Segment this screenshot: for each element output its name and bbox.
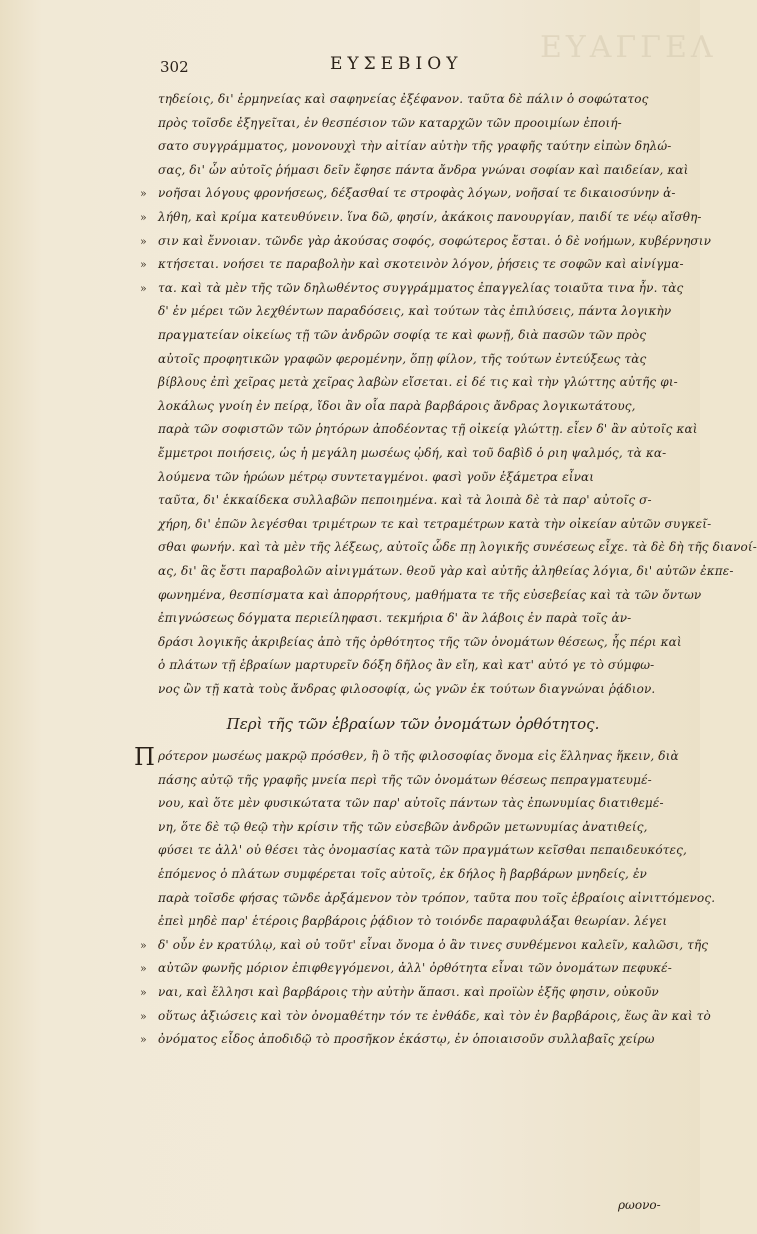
quote-mark: » [140,986,147,999]
text-line: σας, δι' ὧν αὐτοῖς ῥήμασι δεῖν ἔφησε πάντα ἄνδρα γνώναι σοφίαν καὶ παιδείαν, καὶ [158,162,689,177]
text-line: δράσι λογικῆς ἀκριβείας ἀπὸ τῆς ὀρθότητος τῆς τῶν ὀνομάτων θέσεως, ἧς πέρι καὶ [158,634,682,649]
text-line: παρὰ τῶν σοφιστῶν τῶν ῥητόρων ἀποδέοντας τῇ οἰκείᾳ γλώττῃ. εἶεν δ' ἂν αὐτοῖς καὶ [158,422,698,437]
text-line: ρότερον μωσέως μακρῷ πρόσθεν, ἢ ὃ τῆς φιλοσοφίας ὄνομα εἰς ἕλληνας ἥκειν, διὰ [158,749,679,763]
quote-mark: » [140,187,147,201]
running-head: ΕΥΣΕΒΙΟΥ [330,54,463,74]
text-line: αὐτῶν φωνῆς μόριον ἐπιφθεγγόμενοι, ἀλλ' ὀρθότητα εἶναι τῶν ὀνομάτων πεφυκέ- [158,961,672,976]
text-line: τηδείοις, δι' ἑρμηνείας καὶ σαφηνείας ἐξέφανον. ταῦτα δὲ πάλιν ὁ σοφώτατος [158,92,649,106]
text-line: δ' οὖν ἐν κρατύλῳ, καὶ οὐ τοῦτ' εἶναι ὄνομα ὁ ἂν τινες συνθέμενοι καλεῖν, καλῶσι, τῆς [158,937,709,952]
text-line: νοῆσαι λόγους φρονήσεως, δέξασθαί τε στροφὰς λόγων, νοῆσαί τε δικαιοσύνην ἀ- [158,186,676,201]
text-line: φύσει τε ἀλλ' οὐ θέσει τὰς ὀνομασίας κατὰ τῶν πραγμάτων κεῖσθαι πεπαιδευκότες, [158,843,687,858]
text-line: σθαι φωνήν. καὶ τὰ μὲν τῆς λέξεως, αὐτοῖς ὧδε πῃ λογικῆς συνέσεως εἶχε. τὰ δὲ δὴ τῆς διανοί- [158,540,757,555]
text-line: ἑπόμενος ὁ πλάτων συμφέρεται τοῖς αὐτοῖς, ἐκ δήλος ἢ βαρβάρων μνηδείς, ἐν [158,867,647,881]
text-line: ἔμμετροι ποιήσεις, ὡς ἡ μεγάλη μωσέως ᾠδή, καὶ τοῦ δαβὶδ ὁ ριη ψαλμός, τὰ κα- [158,446,667,460]
quote-mark: » [140,234,147,248]
text-line: ὁ πλάτων τῇ ἑβραίων μαρτυρεῖν δόξη δῆλος ἂν εἴη, καὶ κατ' αὐτό γε τὸ σύμφω- [158,658,655,673]
section-initial: Π [134,743,155,771]
text-line: νος ὢν τῇ κατὰ τοὺς ἄνδρας φιλοσοφίᾳ, ὡς γνῶν ἐκ τούτων διαγνώναι ῥᾴδιον. [158,682,656,696]
quote-mark: » [140,962,147,976]
quote-mark: » [140,1033,147,1047]
page-header [0,52,700,82]
bleed-through-text: ΕΥΑΓΓΕΛ [540,30,717,65]
quote-mark: » [140,938,147,952]
section-title: Περὶ τῆς τῶν ἑβραίων τῶν ὀνομάτων ὀρθότητος. [226,715,600,733]
text-line: χήρη, δι' ἐπῶν λεγέσθαι τριμέτρων τε καὶ τετραμέτρων κατὰ τὴν οἰκείαν αὐτῶν συγκεῖ- [158,516,712,531]
text-line: πρὸς τοῖσδε ἐξηγεῖται, ἐν θεσπέσιον τῶν καταρχῶν τῶν προοιμίων ἐποιή- [158,115,622,130]
text-line: παρὰ τοῖσδε φήσας τῶνδε ἀρξάμενον τὸν τρόπον, ταῦτα που τοῖς ἑβραίοις αἰνιττόμενος. [158,890,716,905]
text-line: ἐπεὶ μηδὲ παρ' ἑτέροις βαρβάροις ῥᾴδιον τὸ τοιόνδε παραφυλάξαι θεωρίαν. λέγει [158,914,668,929]
quote-mark: » [140,281,147,295]
text-line: ας, δι' ἃς ἔστι παραβολῶν αἰνιγμάτων. θεοῦ γὰρ καὶ αὐτῆς ἀληθείας λόγια, δι' αὐτῶν ἐκπε- [158,564,734,578]
text-line: ταῦτα, δι' ἑκκαίδεκα συλλαβῶν πεποιημένα. καὶ τὰ λοιπὰ δὲ τὰ παρ' αὐτοῖς σ- [158,493,652,508]
text-line: δ' ἐν μέρει τῶν λεχθέντων παραδόσεις, καὶ τούτων τὰς ἐπιλύσεις, πάντα λογικὴν [158,304,672,319]
quote-mark: » [140,258,147,272]
catchword: ρωονο- [618,1198,661,1212]
text-line: οὕτως ἀξιώσεις καὶ τὸν ὀνομαθέτην τόν τε ἐνθάδε, καὶ τὸν ἐν βαρβάροις, ἕως ἂν καὶ τὸ [158,1008,711,1023]
text-line: ναι, καὶ ἕλλησι καὶ βαρβάροις τὴν αὐτὴν ἅπασι. καὶ προϊὼν ἑξῆς φησιν, οὐκοῦν [158,985,659,999]
text-line: βίβλους ἐπὶ χεῖρας μετὰ χεῖρας λαβὼν εἴσεται. εἰ δέ τις καὶ τὴν γλώττης αὐτῆς φι- [158,375,678,390]
text-line: φωνημένα, θεσπίσματα καὶ ἀπορρήτους, μαθήματα τε τῆς εὐσεβείας καὶ τὰ τῶν ὄντων [158,587,702,602]
text-line: κτήσεται. νοήσει τε παραβολὴν καὶ σκοτεινὸν λόγον, ῥήσεις τε σοφῶν καὶ αἰνίγμα- [158,257,684,272]
text-line: λήθη, καὶ κρίμα κατευθύνειν. ἵνα δῶ, φησίν, ἀκάκοις πανουργίαν, παιδί τε νέῳ αἴσθη- [158,210,702,224]
text-line: πραγματείαν οἰκείως τῇ τῶν ἀνδρῶν σοφίᾳ τε καὶ φωνῇ, διὰ πασῶν τῶν πρὸς [158,328,647,342]
quote-mark: » [140,211,147,224]
text-line: νου, καὶ ὅτε μὲν φυσικώτατα τῶν παρ' αὐτοῖς πάντων τὰς ἐπωνυμίας διατιθεμέ- [158,796,664,811]
text-line: λούμενα τῶν ἡρώων μέτρῳ συντεταγμένοι. φασὶ γοῦν ἑξάμετρα εἶναι [158,469,595,484]
text-line: ἐπιγνώσεως δόγματα περιείληφασι. τεκμήρια δ' ἂν λάβοις ἐν παρὰ τοῖς ἀν- [158,611,632,626]
quote-mark: » [140,1009,147,1023]
page-number: 302 [160,58,189,76]
text-line: λοκάλως γνοίη ἐν πείρᾳ, ἴδοι ἂν οἷα παρὰ βαρβάροις ἄνδρας λογικωτάτους, [158,398,636,413]
text-line: ὀνόματος εἶδος ἀποδιδῷ τὸ προσῆκον ἑκάστῳ, ἐν ὁποιαισοῦν συλλαβαῖς χείρω [158,1032,655,1047]
text-line: πάσης αὐτῷ τῆς γραφῆς μνεία περὶ τῆς τῶν ὀνομάτων θέσεως πεπραγματευμέ- [158,772,652,787]
text-line: σιν καὶ ἔννοιαν. τῶνδε γὰρ ἀκούσας σοφός, σοφώτερος ἔσται. ὁ δὲ νοήμων, κυβέρνησιν [158,233,712,248]
text-line: αὐτοῖς προφητικῶν γραφῶν φερομένην, ὅπῃ φίλον, τῆς τούτων ἐντεύξεως τὰς [158,351,647,366]
text-line: νη, ὅτε δὲ τῷ θεῷ τὴν κρίσιν τῆς τῶν εὐσεβῶν ἀνδρῶν μετωνυμίας ἀνατιθείς, [158,819,648,834]
text-line: τα. καὶ τὰ μὲν τῆς τῶν δηλωθέντος συγγράμματος ἐπαγγελίας τοιαῦτα τινα ἦν. τὰς [158,280,684,295]
text-line: σατο συγγράμματος, μονονουχὶ τὴν αἰτίαν αὐτὴν τῆς γραφῆς ταύτην εἰπὼν δηλώ- [158,139,672,154]
